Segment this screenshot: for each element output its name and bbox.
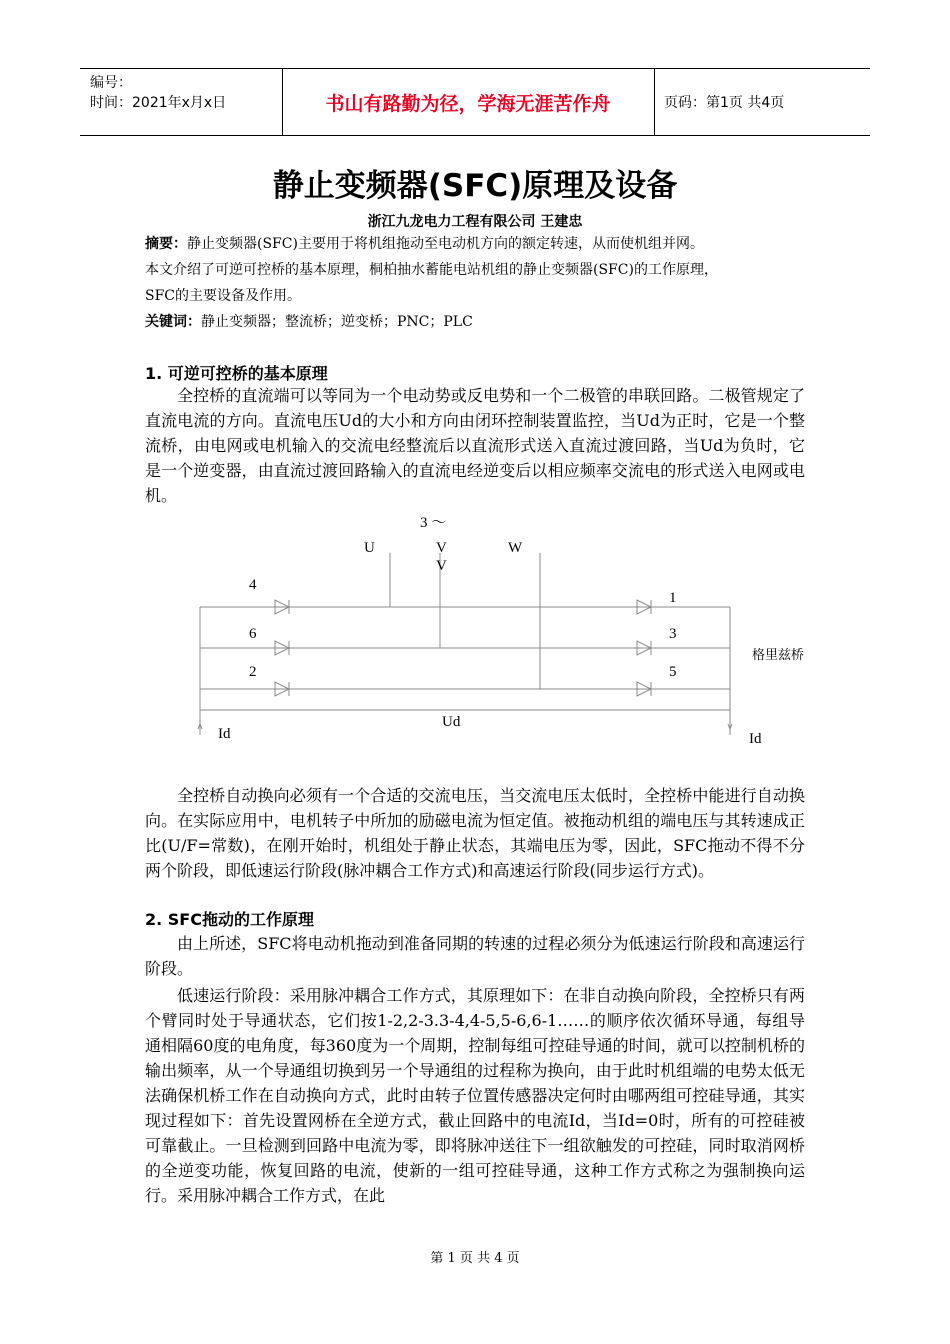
keywords-line (145, 312, 473, 332)
header-motto: 书山有路勤为径，学海无涯苦作舟 (325, 92, 611, 115)
abstract-text-1: 静止变频器(SFC)主要用于将机组拖动至电动机方向的额定转速，从而使机组并网。 (187, 236, 704, 252)
document-author: 浙江九龙电力工程有限公司 王建忠 (367, 214, 583, 230)
abstract-line-2: 本文介绍了可逆可控桥的基本原理，桐柏抽水蓄能电站机组的静止变频器(SFC)的工作原理， (145, 262, 718, 278)
section2-paragraph-1: 由上所述，SFC将电动机拖动到准备同期的转速的过程必须分为低速运行阶段和高速运行阶段。 (145, 934, 805, 978)
page-footer: 第 1 页 共 4 页 (430, 1251, 520, 1266)
time-label: 时间：2021年x月x日 (90, 95, 227, 111)
section2-paragraph-2: 低速运行阶段：采用脉冲耦合工作方式，其原理如下：在非自动换向阶段，全控桥只有两个臂同时处于导通状态，它们按1-2,2-3.3-4,4-5,5-6,6-1……的顺序依次循环导通，每组导通相隔60度的电角度，每360度为一个周期，控制每组可控硅导通的时间，就可以控制机桥的输出频率，从一个导通组切换到另一个导通组的过程称为换向，由于此时机组端的电势太低无法确保机桥工作在自动换向方式，此时由转子位置传感器决定何时由哪两组可控硅导通，其实现过程如下：首先设置网桥在全逆方式，截止回路中的电流Id，当Id=0时，所有的可控硅被可靠截止。一旦检测到回路中电流为零，即将脉冲送往下一组欲触发的可控硅，同时取消网桥的全逆变功能，恢复回路的电流，使新的一组可控硅导通，这种工作方式称之为强制换向运行。采用脉冲耦合工作方式，在此 (145, 986, 805, 1205)
thyristor-label-3: 3 (669, 626, 677, 642)
section1-paragraph-1: 全控桥的直流端可以等同为一个电动势或反电势和一个二极管的串联回路。二极管规定了直流电流的方向。直流电压Ud的大小和方向由闭环控制装置监控，当Ud为正时，它是一个整流桥，由电网或电机输入的交流电经整流后以直流形式送入直流过渡回路，当Ud为负时，它是一个逆变器，由直流过渡回路输入的直流电经逆变后以相应频率交流电的形式送入电网或电机。 (145, 386, 805, 505)
header-divider (654, 69, 655, 135)
thyristor-label-5: 5 (669, 664, 677, 680)
abstract-line-3: SFC的主要设备及作用。 (145, 288, 302, 304)
header-page-info: 页码：第1页 共4页 (664, 95, 785, 111)
section1-paragraph-2: 全控桥自动换向必须有一个合适的交流电压，当交流电压太低时，全控桥中能进行自动换向。在实际应用中，电机转子中所加的励磁电流为恒定值。被拖动机组的端电压与其转速成正比(U/F=常数)，在刚开始时，机组处于静止状态，其端电压为零，因此，SFC拖动不得不分两个阶段，即低速运行阶段(脉冲耦合工作方式)和高速运行阶段(同步运行方式)。 (145, 786, 805, 880)
keywords-label: 关键词： (145, 314, 201, 330)
phase-w-label: W (508, 540, 523, 556)
ud-label: Ud (442, 714, 461, 730)
section1-heading: 1. 可逆可控桥的基本原理 (145, 364, 328, 383)
section2-heading: 2. SFC拖动的工作原理 (145, 910, 314, 929)
phase-label: 3 ～ (420, 515, 447, 531)
bridge-label: 格里兹桥 (752, 648, 805, 663)
phase-v-label: V (436, 540, 447, 556)
thyristor-label-4: 4 (249, 577, 257, 593)
phase-v-label-2: V (436, 558, 447, 574)
phase-u-label: U (364, 540, 375, 556)
header-left-cell (90, 73, 226, 113)
header-table (80, 68, 870, 136)
id-label-right: Id (749, 731, 762, 747)
id-label-left: Id (218, 726, 231, 742)
keywords-text: 静止变频器；整流桥；逆变桥；PNC；PLC (201, 314, 473, 330)
number-label: 编号： (90, 75, 132, 91)
document-title: 静止变频器(SFC)原理及设备 (272, 168, 678, 204)
abstract-label: 摘要： (145, 236, 187, 252)
thyristor-label-2: 2 (249, 664, 257, 680)
abstract-line-1 (145, 234, 704, 254)
thyristor-label-6: 6 (249, 626, 257, 642)
bridge-circuit-diagram (190, 505, 830, 765)
thyristor-label-1: 1 (669, 590, 677, 606)
